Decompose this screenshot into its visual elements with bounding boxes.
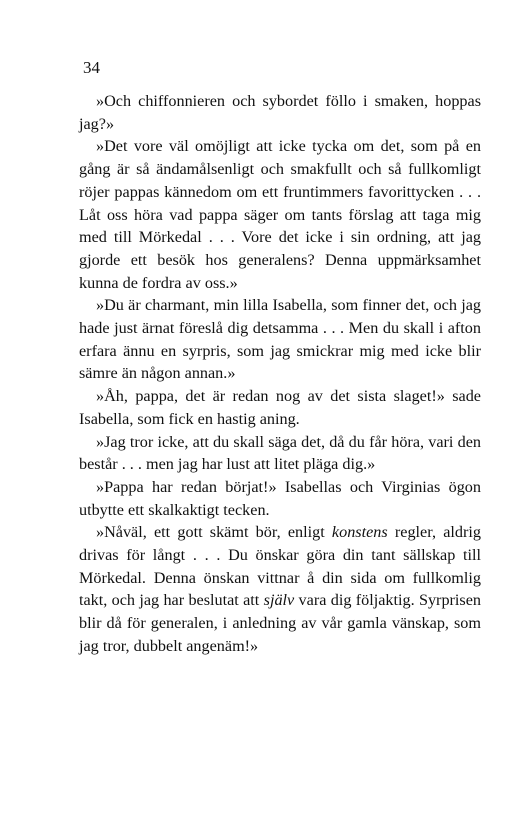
paragraph-1: »Och chiffonnieren och sybordet föllo i smaken, hoppas jag?»	[79, 92, 481, 133]
emphasis-sjalv: själv	[263, 591, 295, 610]
body-text	[79, 90, 481, 658]
emphasis-konstens: konstens	[331, 523, 388, 542]
paragraph-6: »Pappa har redan börjat!» Isabellas och Virginias ögon utbytte ett skalkaktigt tecken.	[79, 477, 481, 519]
paragraph-7-text-b: regler, aldrig drivas för långt . . . Du önskar göra din tant sällskap till Mörkedal. Denna önskan vittnar å din sida om fullkomlig takt, och jag har beslutat att	[79, 523, 481, 610]
page-number: 34	[83, 58, 100, 77]
paragraph-7-text-a: »Nåväl, ett gott skämt bör, enligt	[96, 523, 332, 542]
paragraph-3: »Du är charmant, min lilla Isabella, som finner det, och jag hade just ärnat föreslå dig detsamma . . . Men du skall i afton erfara ännu en syrpris, som jag smickrar mig med icke blir sämre än någon annan.»	[79, 296, 481, 383]
paragraph-4: »Åh, pappa, det är redan nog av det sista slaget!» sade Isabella, som fick en hastig aning.	[79, 387, 481, 428]
paragraph-5: »Jag tror icke, att du skall säga det, då du får höra, vari den består . . . men jag har lust att litet pläga dig.»	[79, 432, 481, 474]
paragraph-7	[79, 521, 481, 657]
paragraph-2: »Det vore väl omöjligt att icke tycka om det, som på en gång är så ändamålsenligt och smakfullt och så fullkomligt röjer pappas kännedom om ett fruntimmers favorittycken . . . Låt oss höra vad pappa säger om tants förslag att taga mig med till Mörkedal . . . Vore det icke i sin ordning, att jag gjorde ett besök hos generalens? Denna uppmärksamhet kunna de fordra av oss.»	[79, 137, 481, 292]
paragraph-7-text-c: vara dig följaktig. Syrprisen blir då för generalen, i anledning av vår gamla vänskap, som jag tror, dubbelt angenäm!»	[79, 591, 482, 655]
